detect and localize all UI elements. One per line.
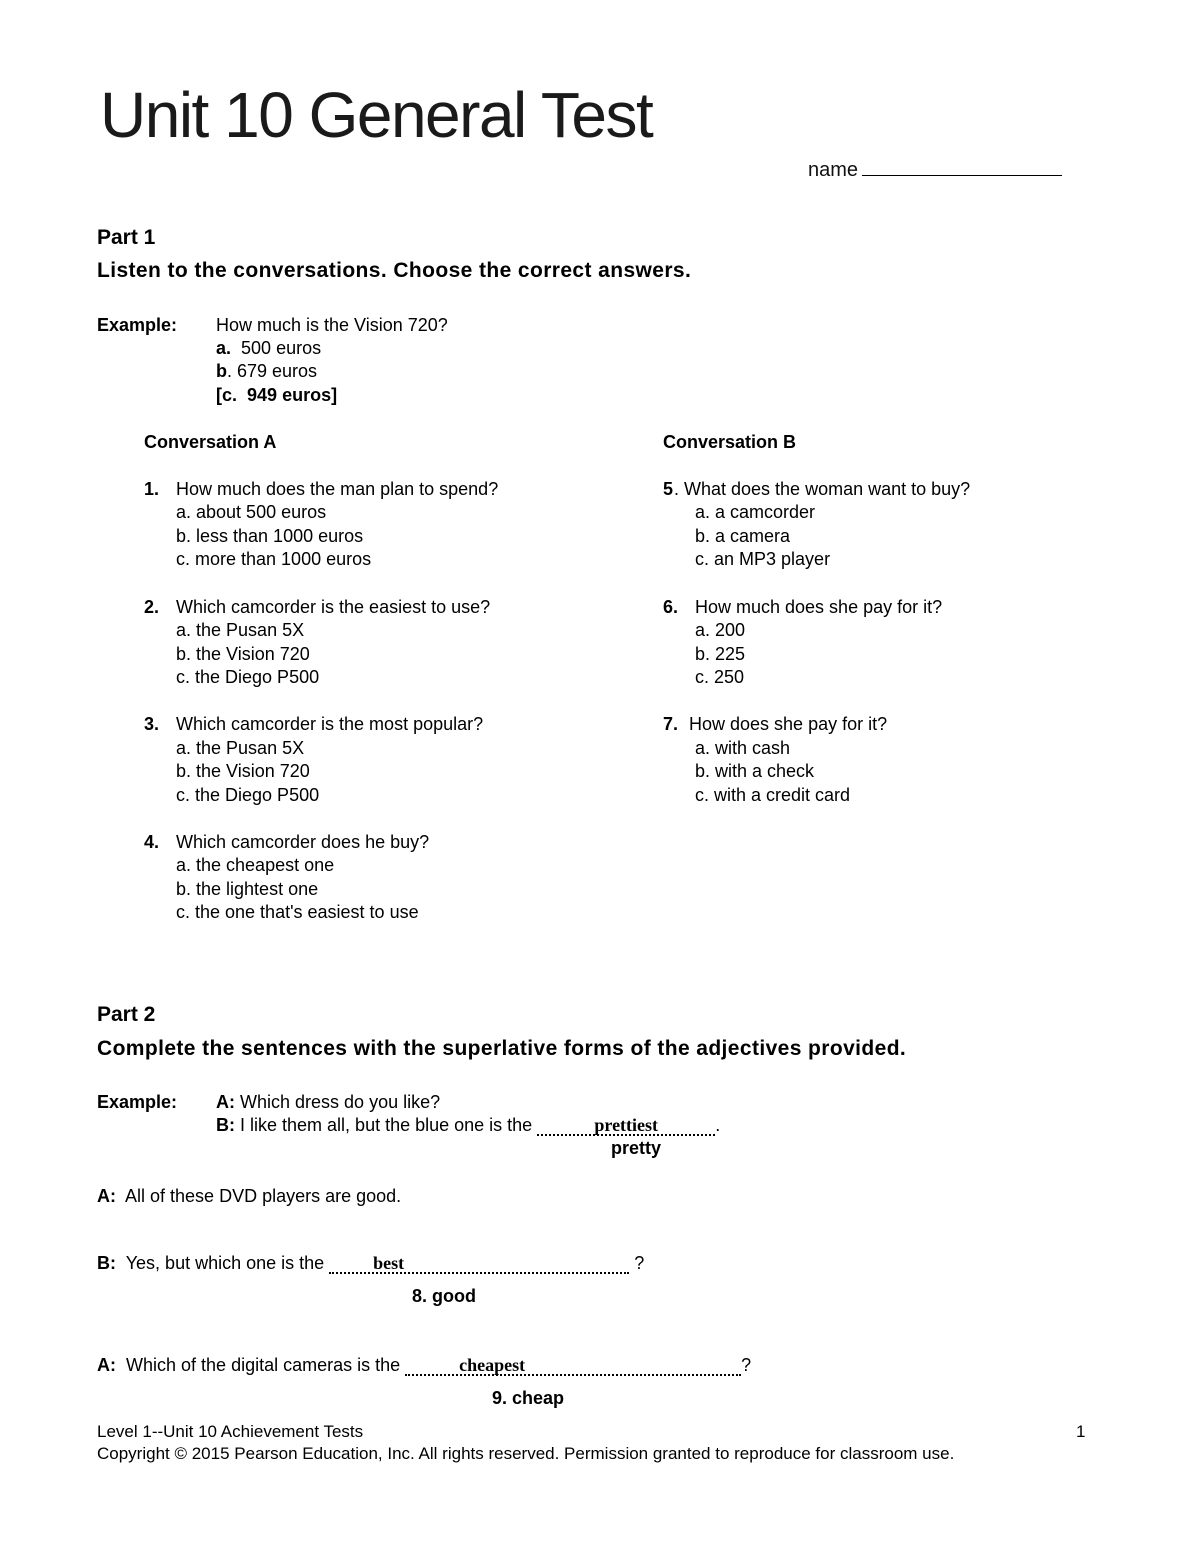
conversation-b-heading: Conversation B — [663, 432, 797, 452]
part1-instruction: Listen to the conversations. Choose the correct answers. — [97, 259, 692, 282]
page-number: 1 — [1076, 1422, 1086, 1441]
answer-option[interactable]: c. the Diego P500 — [176, 785, 320, 805]
question-text: . What does the woman want to buy? — [674, 479, 971, 499]
part1-example-label: Example: — [97, 315, 178, 335]
question-number: 7. — [663, 714, 679, 734]
answer-option[interactable]: c. an MP3 player — [695, 549, 831, 569]
question-text: How much does the man plan to spend? — [176, 479, 499, 499]
answer-option[interactable]: a. about 500 euros — [176, 502, 327, 522]
name-blank[interactable] — [862, 157, 1062, 176]
page-title: Unit 10 General Test — [100, 79, 653, 151]
answer-option[interactable]: c. more than 1000 euros — [176, 549, 372, 569]
question-number: 4. — [144, 832, 160, 852]
answer-option[interactable]: a. with cash — [695, 738, 791, 758]
answer-option[interactable]: b. 225 — [695, 644, 746, 664]
answer-option[interactable]: b. a camera — [695, 526, 791, 546]
answer-blank-8[interactable]: best — [329, 1254, 629, 1274]
example-question: How much is the Vision 720? — [216, 315, 448, 335]
answer-option[interactable]: b. the Vision 720 — [176, 644, 310, 664]
question-text: How does she pay for it? — [689, 714, 888, 734]
answer-option[interactable]: c. 250 — [695, 667, 745, 687]
example-line-b: B: I like them all, but the blue one is the prettiest . — [216, 1115, 721, 1135]
answer-option[interactable]: a. the Pusan 5X — [176, 738, 305, 758]
part2-example-label: Example: — [97, 1092, 178, 1112]
answer-blank-9[interactable]: cheapest — [405, 1356, 741, 1376]
answer-option[interactable]: a. the Pusan 5X — [176, 620, 305, 640]
name-label: name — [808, 159, 859, 181]
example-option-b: b. 679 euros — [216, 361, 318, 381]
question-number: 1. — [144, 479, 160, 499]
question-number: 2. — [144, 597, 160, 617]
answer-option[interactable]: b. the Vision 720 — [176, 761, 310, 781]
example-answer[interactable]: prettiest — [537, 1116, 715, 1136]
answer-option[interactable]: b. less than 1000 euros — [176, 526, 364, 546]
answer-option[interactable]: b. with a check — [695, 761, 815, 781]
footer-title: Level 1--Unit 10 Achievement Tests — [97, 1422, 364, 1441]
answer-option[interactable]: b. the lightest one — [176, 879, 319, 899]
question-text: Which camcorder is the easiest to use? — [176, 597, 491, 617]
question-number: 3. — [144, 714, 160, 734]
question-number: 6. — [663, 597, 679, 617]
question-text: Which camcorder does he buy? — [176, 832, 430, 852]
answer-option[interactable]: a. 200 — [695, 620, 746, 640]
part2-label: Part 2 — [97, 1003, 156, 1026]
dialogue-line: A: Which of the digital cameras is the cheapest ? — [97, 1355, 752, 1375]
answer-option[interactable]: a. a camcorder — [695, 502, 816, 522]
name-field — [808, 157, 1062, 182]
question-text: Which camcorder is the most popular? — [176, 714, 484, 734]
copyright: Copyright © 2015 Pearson Education, Inc. All rights reserved. Permission granted to reproduce for classroom use. — [97, 1444, 955, 1463]
question-text: How much does she pay for it? — [695, 597, 943, 617]
cue-9: 9. cheap — [492, 1388, 565, 1408]
answer-option[interactable]: a. the cheapest one — [176, 855, 335, 875]
conversation-a-heading: Conversation A — [144, 432, 277, 452]
example-line-a: A: Which dress do you like? — [216, 1092, 441, 1112]
answer-option[interactable]: c. with a credit card — [695, 785, 851, 805]
example-option-a: a. 500 euros — [216, 338, 322, 358]
part1-label: Part 1 — [97, 226, 156, 249]
dialogue-line: B: Yes, but which one is the best ? — [97, 1253, 645, 1273]
question-number: 5 — [663, 479, 674, 499]
answer-option[interactable]: c. the Diego P500 — [176, 667, 320, 687]
cue-8: 8. good — [412, 1286, 476, 1306]
dialogue-line: A: All of these DVD players are good. — [97, 1186, 402, 1206]
example-option-c: [c. 949 euros] — [216, 385, 338, 405]
example-cue: pretty — [611, 1138, 662, 1158]
part2-instruction: Complete the sentences with the superlative forms of the adjectives provided. — [97, 1037, 907, 1060]
answer-option[interactable]: c. the one that's easiest to use — [176, 902, 419, 922]
